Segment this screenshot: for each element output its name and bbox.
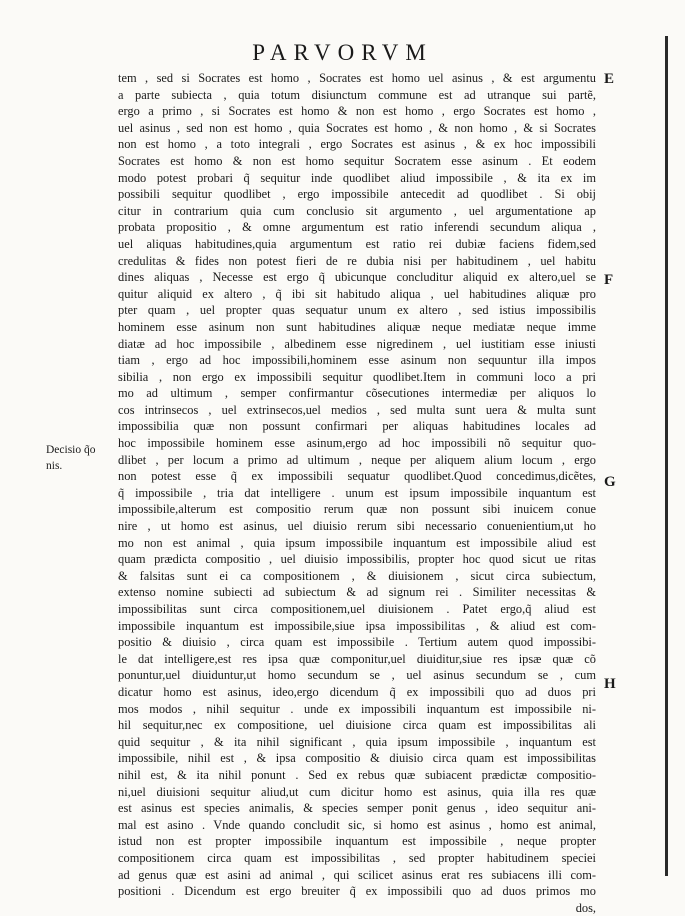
text-line: credulitas & fides non potest fieri de re dubia nisi per habitudinem , uel habitu (118, 253, 596, 268)
margin-letter-e: E (604, 71, 615, 87)
text-line: impossibile inquantum est impossibile,siue ipsa impossibilitas , & aliud est com- (118, 618, 596, 633)
text-line: diatæ ad hoc impossibile , albedinem esse nigredinem , uel iustitiam esse iniusti (118, 336, 596, 351)
text-line: q̃ impossibile , tria dat intelligere . unum est ipsum impossibile inquantum est (118, 485, 596, 500)
text-line: quam prædicta compositio , uel diuisio impossibilis, propter hoc quod sicut ue ritas (118, 552, 596, 567)
text-line: uel aliquas habitudines,quia argumentum est ratio rei dubiæ faciens fidem,sed (118, 236, 596, 251)
text-line: possibili sequitur quodlibet , ergo impossibile antecedit ad quodlibet . Si obij (118, 187, 596, 202)
margin-letter-g: G (604, 474, 616, 490)
text-line: impossibile,alterum est compositio rerum quæ non possunt sibi inuicem conue (118, 502, 596, 517)
text-line: hil sequitur,nec ex compositione, uel diuisione circa quam est impossibilitas ali (118, 718, 596, 733)
text-line: dicatur homo est asinus, ideo,ergo dicendum q̃ ex impossibili quo ad duos pri (118, 684, 596, 699)
text-line: tiam , ergo ad hoc impossibili,hominem esse asinum non sequuntur illa impos (118, 353, 596, 368)
text-line: ponuntur,uel diuiduntur,ut homo secundum se , uel asinus secundum se , cum (118, 668, 596, 683)
margin-note (46, 442, 116, 474)
margin-letter-h: H (604, 676, 616, 692)
text-line: est asinus est species animalis, & species semper ponit genus , ideo sequitur ani- (118, 801, 596, 816)
text-line: le dat intelligere,est res ipsa quæ componitur,uel diuiditur,siue res ipsæ quæ cõ (118, 651, 596, 666)
text-line: mo non est animal , quia ipsum impossibile inquantum est impossibile aliud est (118, 535, 596, 550)
text-line: nihil est, & ita nihil ponunt . Sed ex rebus quæ subiacent prædictæ compositio- (118, 767, 596, 782)
text-line: Socrates est homo & non est homo sequitur Socratem esse asinum . Et eodem (118, 153, 596, 168)
margin-note-line: Decisio q̃o (46, 444, 96, 456)
text-line: extenso nomine subiecti ad subiectum & ad signum rei . Similiter necessitas & (118, 585, 596, 600)
text-line: non est homo , a toto integrali , ergo Socrates est asinus , & ex hoc impossibili (118, 137, 596, 152)
text-line: istud non est propter impossibile inquantum est impossibile , neque propter (118, 834, 596, 849)
text-line: pter quam , uel propter quas sequatur unum ex altero , sed istius impossibilis (118, 303, 596, 318)
text-line: ni,uel diuisioni sequitur aliud,ut cum dicitur homo est asinus, quia illa res quæ (118, 784, 596, 799)
text-line: nire , ut homo est asinus, uel diuisio rerum sibi necessario conuenientium,ut ho (118, 519, 596, 534)
text-line: dines aliquas , Necesse est ergo q̃ ubicunque concluditur aliquid ex altero,uel se (118, 270, 596, 285)
text-line: mo ad ultimum , semper confirmantur cõsecutiones intermediæ per aliquos lo (118, 386, 596, 401)
text-line: ad genus quæ est asini ad animal , qui scilicet asinus erat res subiacens illi com- (118, 867, 596, 882)
margin-letter-f: F (604, 272, 614, 288)
text-line: a parte subiecta , quia totum disiunctum commune est ad utranque sui partẽ, (118, 87, 596, 102)
text-line: & falsitas sunt ei ca compositionem , & diuisionem , sicut circa subiectum, (118, 568, 596, 583)
text-line: impossibilitas sunt circa compositionem,uel diuisionem . Patet ergo,q̃ aliud est (118, 602, 596, 616)
text-line: citur in contrarium quia cum conclusio sit argumento , uel argumentatione ap (118, 203, 596, 218)
text-line: impossibilia quæ non possunt confirmari per aliquas habitudines locales ad (118, 419, 596, 434)
text-line: quid sequitur , & ita nihil significant , quia ipsum impossibile , inquantum est (118, 734, 596, 749)
text-line: dlibet , per locum a primo ad ultimum , neque per aliquem alium locum , ergo (118, 452, 596, 467)
text-line: quitur aliquid ex altero , q̃ ibi sit habitudo aliqua , uel habitudines aliquæ pro (118, 286, 596, 301)
text-line: tem , sed si Socrates est homo , Socrates est homo uel asinus , & est argumentu (118, 71, 596, 85)
text-line: sibilia , non ergo ex impossibili sequitur quodlibet.Item in communi loco a pri (118, 369, 596, 384)
text-line: mal est asino . Vnde quando concludit sic, si homo est asinus , homo est animal, (118, 817, 596, 832)
running-header: PARVORVM (252, 40, 433, 65)
text-line: positioni . Dicendum est ergo breuiter q̃ ex impossibili quo ad duos primos mo (118, 884, 596, 899)
text-line: mos modos , nihil sequitur . unde ex impossibili inquantum est impossibile ni- (118, 701, 596, 716)
page-edge-rule (665, 36, 668, 876)
body-text (118, 70, 596, 916)
text-line: hoc impossibile hominem esse asinum,ergo ad hoc impossibili nõ sequitur quo- (118, 436, 596, 451)
text-line: impossibile, nihil est , & ipsa compositio & diuisio circa quam est impossibilitas (118, 751, 596, 766)
text-line: uel asinus , sed non est homo , quia Socrates est homo , & non homo , & si Socrates (118, 120, 596, 135)
text-line: positio & diuisio , circa quam est impossibile . Tertium autem quod impossibi- (118, 635, 596, 650)
text-line: non potest esse q̃ ex impossibili sequatur quodlibet.Quod concedimus,dicẽtes, (118, 469, 596, 484)
text-line: probata propositio , & omne argumentum est ratio inferendi secundum aliqua , (118, 220, 596, 235)
text-line: cos intrinsecos , uel extrinsecos,uel medios , sed multa sunt uera & multa sunt (118, 402, 596, 417)
text-line: dos, (575, 900, 596, 915)
text-line: ergo a primo , si Socrates est homo & non est homo , ergo Socrates est homo , (118, 104, 596, 119)
margin-note-line: nis. (46, 460, 63, 472)
text-line: hominem esse asinum non sunt habitudines aliquæ neque mediatæ neque imme (118, 319, 596, 334)
text-line: modo potest probari q̃ sequitur inde quodlibet aliud impossibile , & ita ex im (118, 170, 596, 185)
text-line: compositionem circa quam est impossibilitas , sed propter habitudinem speciei (118, 850, 596, 865)
